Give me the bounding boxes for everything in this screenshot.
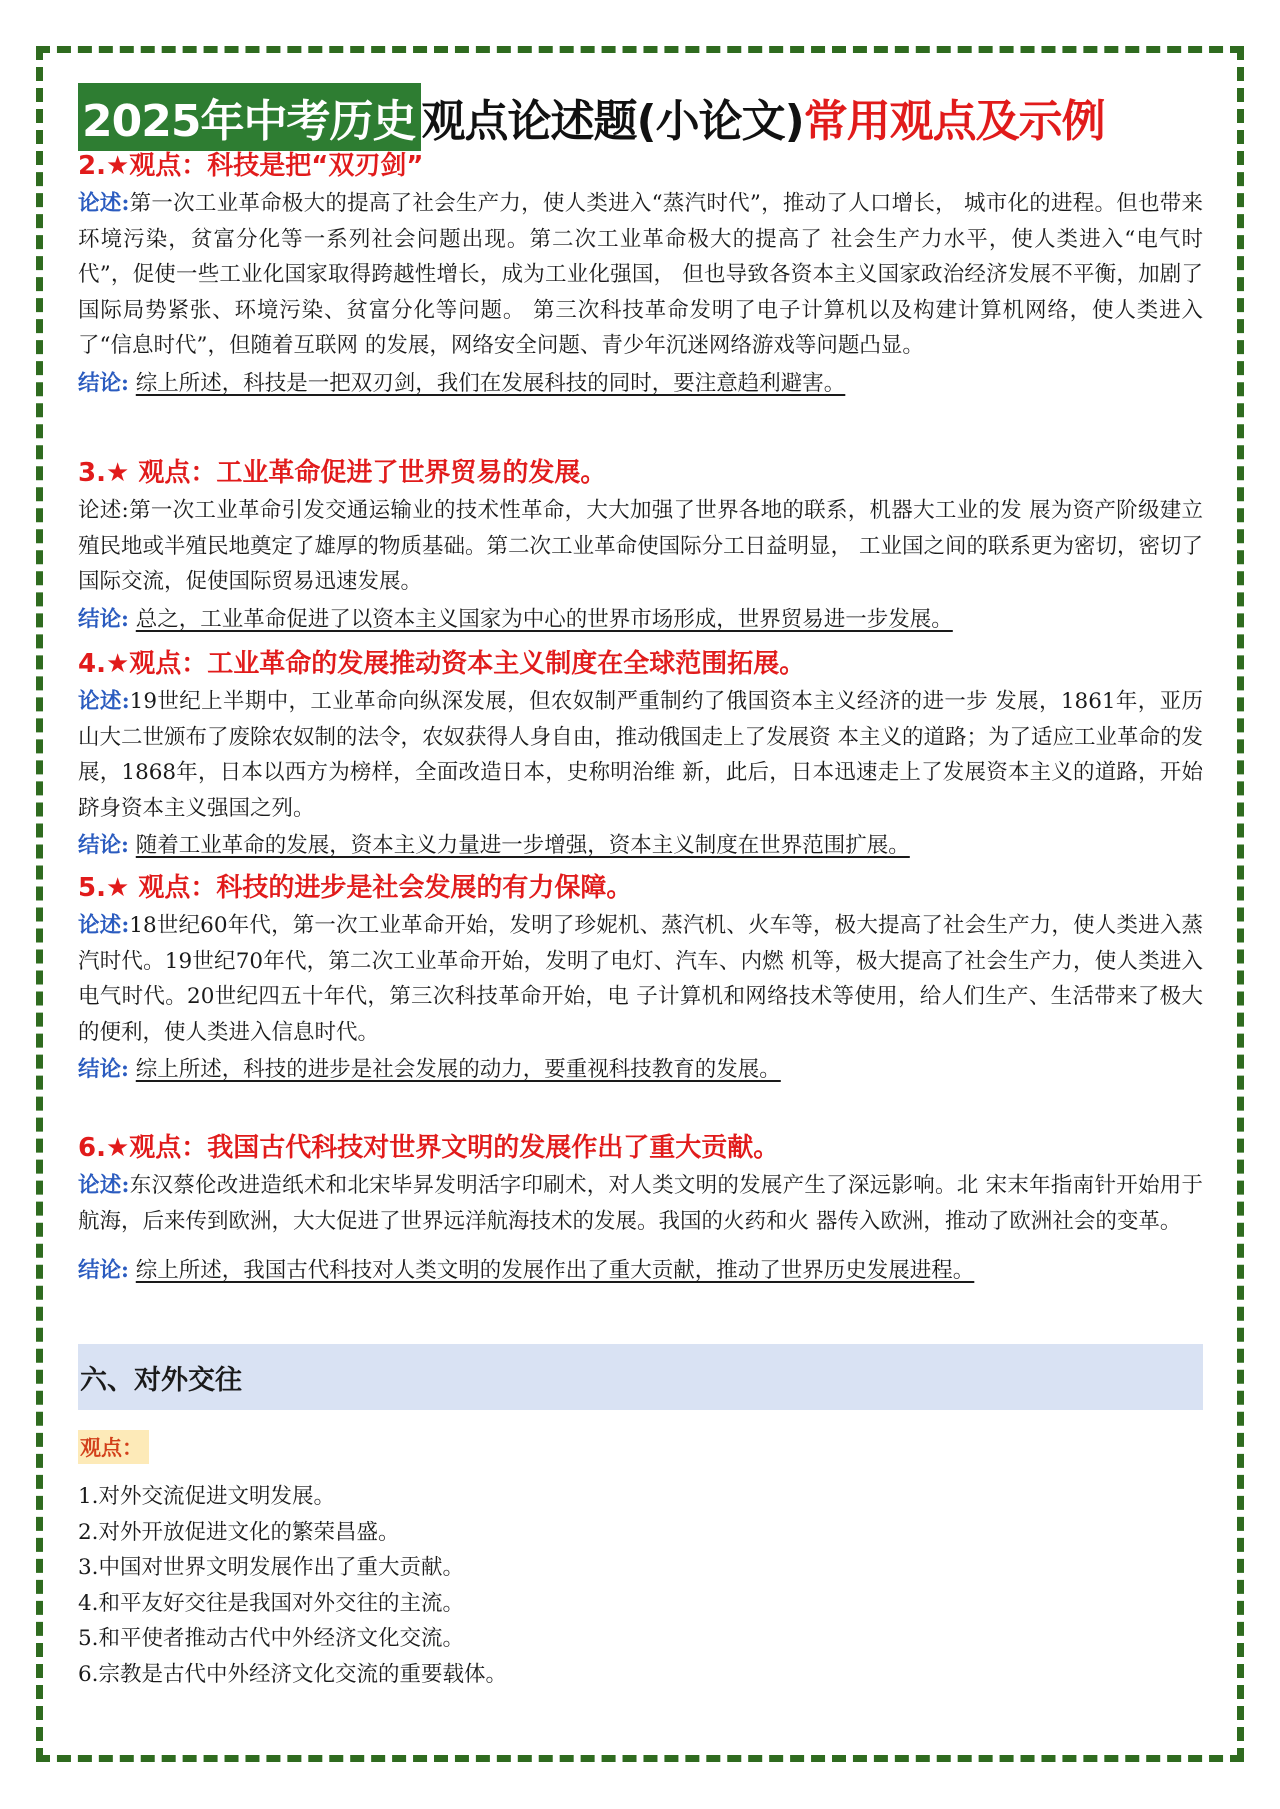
conclusion-label: 结论:: [78, 606, 129, 632]
section-argument: [78, 1168, 1203, 1239]
argument-text: 第一次工业革命引发交通运输业的技术性革命，大大加强了世界各地的联系，机器大工业的发 展为资产阶级建立殖民地或半殖民地奠定了雄厚的物质基础。第二次工业革命使国际分工日益明显， 工业国之间的联系更为密切，密切了国际交流，促使国际贸易迅速发展。: [78, 498, 1204, 594]
argument-text: 东汉蔡伦改进造纸术和北宋毕昇发明活字印刷术，对人类文明的发展产生了深远影响。北 宋末年指南针开始用于航海，后来传到欧洲，大大促进了世界远洋航海技术的发展。我国的火药和火 器传入欧洲，推动了欧洲社会的变革。: [78, 1173, 1203, 1234]
section-viewpoint-6: [78, 1130, 1203, 1289]
section-viewpoint-2: [78, 148, 1203, 402]
section-argument: [78, 684, 1203, 826]
argument-text: 第一次工业革命极大的提高了社会生产力，使人类进入“蒸汽时代”，推动了人口增长， 城市化的进程。但也带来环境污染，贫富分化等一系列社会问题出现。第二次工业革命极大的提高了 社会生产力水平，使人类进入“电气时代”，促使一些工业化国家取得跨越性增长，成为工业化强国， 但也导致各资本主义国家政治经济发展不平衡，加剧了国际局势紧张、环境污染、贫富分化等问题。 第三次科技革命发明了电子计算机以及构建计算机网络，使人类进入了“信息时代”，但随着互联网 的发展，网络安全问题、青少年沉迷网络游戏等问题凸显。: [78, 191, 1203, 358]
section-heading: 4.★观点：工业革命的发展推动资本主义制度在全球范围拓展。: [78, 649, 806, 679]
section-argument: [78, 186, 1203, 364]
conclusion-label: 结论:: [78, 370, 129, 396]
argument-text: 18世纪60年代，第一次工业革命开始，发明了珍妮机、蒸汽机、火车等，极大提高了社会生产力，使人类进入蒸汽时代。19世纪70年代，第二次工业革命开始，发明了电灯、汽车、内燃 机等，极大提高了社会生产力，使人类进入电气时代。20世纪四五十年代，第三次科技革命开始，电 子计算机和网络技术等使用，给人们生产、生活带来了极大的便利，使人类进入信息时代。: [78, 913, 1203, 1045]
list-item: 1.对外交流促进文明发展。: [78, 1484, 336, 1509]
viewpoint-list: [78, 1479, 507, 1692]
section-conclusion: [78, 366, 1203, 402]
list-item: 6.宗教是古代中外经济文化交流的重要载体。: [78, 1661, 508, 1687]
argument-label: 论述:: [78, 1173, 130, 1198]
argument-label: 论述:: [78, 498, 129, 523]
section-argument: [78, 493, 1203, 600]
conclusion-text: 综上所述，我国古代科技对人类文明的发展作出了重大贡献，推动了世界历史发展进程。: [135, 1258, 975, 1283]
conclusion-text: 总之，工业革命促进了以资本主义国家为中心的世界市场形成，世界贸易进一步发展。: [135, 606, 953, 632]
part-six-heading: 六、对外交往: [78, 1344, 1203, 1410]
argument-label: 论述:: [78, 689, 130, 714]
section-heading: 2.★观点：科技是把“双刃剑”: [78, 151, 424, 181]
conclusion-text: 随着工业革命的发展，资本主义力量进一步增强，资本主义制度在世界范围扩展。: [135, 833, 910, 858]
conclusion-text: 综上所述，科技是一把双刃剑，我们在发展科技的同时，要注意趋利避害。: [135, 370, 846, 396]
list-item: 4.和平友好交往是我国对外交往的主流。: [78, 1590, 465, 1616]
section-heading: 5.★ 观点：科技的进步是社会发展的有力保障。: [78, 873, 633, 903]
section-heading: 3.★ 观点：工业革命促进了世界贸易的发展。: [78, 458, 607, 488]
section-conclusion: [78, 828, 1203, 864]
argument-text: 19世纪上半期中，工业革命向纵深发展，但农奴制严重制约了俄国资本主义经济的进一步 发展，1861年，亚历山大二世颁布了废除农奴制的法令，农奴获得人身自由，推动俄国走上了发展资 本主义的道路；为了适应工业革命的发展，1868年，日本以西方为榜样，全面改造日本，史称明治维 新，此后，日本迅速走上了发展资本主义的道路，开始跻身资本主义强国之列。: [78, 689, 1204, 821]
section-conclusion: [78, 602, 1203, 638]
argument-label: 论述:: [78, 913, 130, 938]
section-argument: [78, 908, 1203, 1050]
conclusion-text: 综上所述，科技的进步是社会发展的动力，要重视科技教育的发展。: [135, 1057, 781, 1082]
title-middle-part: 观点论述题(小论文): [421, 96, 804, 147]
conclusion-label: 结论:: [78, 1258, 129, 1283]
title-highlight-part: 2025年中考历史: [78, 83, 421, 151]
section-conclusion: [78, 1253, 1203, 1289]
section-viewpoint-5: [78, 870, 1203, 1088]
conclusion-label: 结论:: [78, 1057, 129, 1082]
list-item: 5.和平使者推动古代中外经济文化交流。: [78, 1626, 465, 1651]
list-item: 2.对外开放促进文化的繁荣昌盛。: [78, 1519, 400, 1545]
viewpoint-label: 观点：: [78, 1430, 149, 1464]
list-item: 3.中国对世界文明发展作出了重大贡献。: [78, 1555, 465, 1580]
page-title: [78, 88, 1105, 146]
section-heading: 6.★观点：我国古代科技对世界文明的发展作出了重大贡献。: [78, 1133, 780, 1163]
argument-label: 论述:: [78, 191, 130, 216]
section-viewpoint-4: [78, 646, 1203, 864]
conclusion-label: 结论:: [78, 833, 129, 858]
title-red-part: 常用观点及示例: [803, 96, 1105, 147]
section-viewpoint-3: [78, 455, 1203, 638]
section-conclusion: [78, 1052, 1203, 1088]
